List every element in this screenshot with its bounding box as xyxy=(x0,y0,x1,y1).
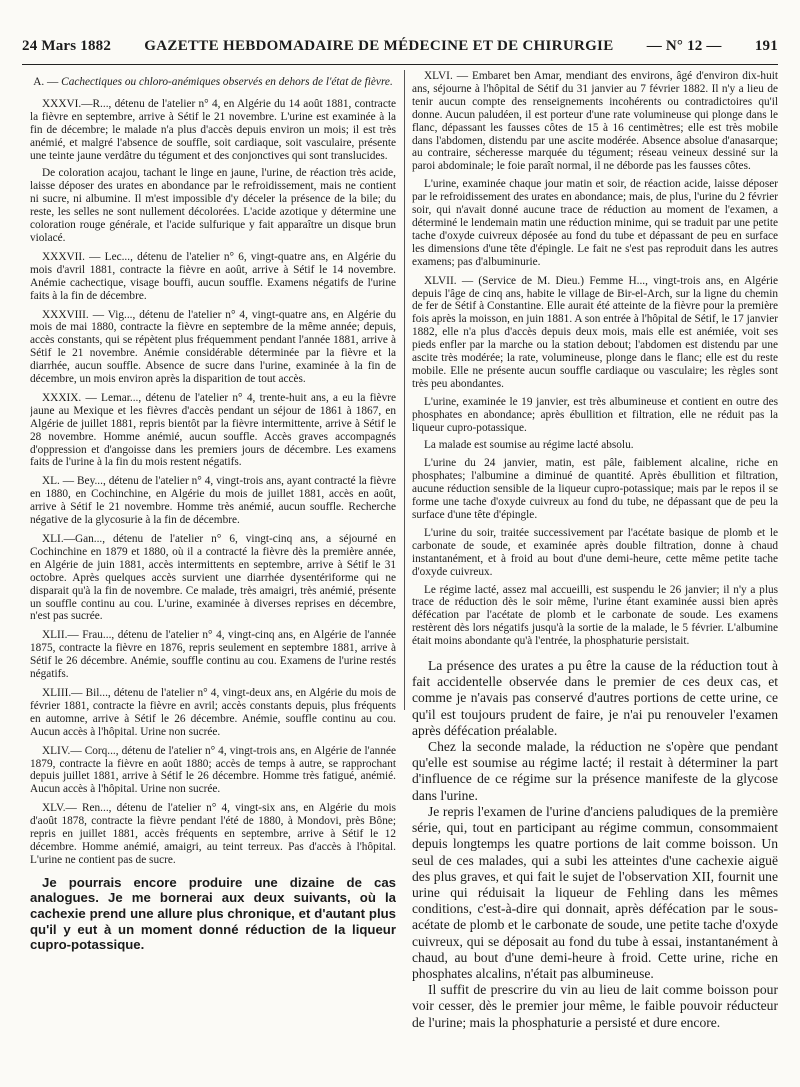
observation-47-urine: L'urine, examinée le 19 janvier, est très albumineuse et contient en outre des phosphates en abondance; après ébullition et filtration, elle ne réduit pas la liqueur cupro-potassique. xyxy=(412,395,778,434)
observation-43: XLIII.— Bil..., détenu de l'atelier n° 4, vingt-deux ans, en Algérie du mois de février 1881, contracte la fièvre en avril; accès constants depuis, plus fréquents en automne, arrive à Sétif le 26 décembre. Anémie, souffle continu au cou. Aucun accès à l'hôpital. Urine non sucrée. xyxy=(30,686,396,738)
observation-37: XXXVII. — Lec..., détenu de l'atelier n° 6, vingt-quatre ans, en Algérie du mois d'avril 1881, contracte la fièvre en août, arrive à Sétif le 14 novembre. Anémie cachectique, visage bouffi, aucun souffle. Examens négatifs de l'urine faits à la fin de décembre. xyxy=(30,250,396,302)
journal-title: GAZETTE HEBDOMADAIRE DE MÉDECINE ET DE CHIRURGIE xyxy=(144,38,614,54)
closing-paragraph: Je pourrais encore produire une dizaine de cas analogues. Je me bornerai aux deux suivants, où la cachexie prend une allure plus chronique, et d'autant plus qu'il y eut à un moment donné réduction de la liqueur cupro-potassique. xyxy=(30,874,396,953)
observation-36: XXXVI.—R..., détenu de l'atelier n° 4, en Algérie du 14 août 1881, contracte la fièvre en septembre, arrive à Sétif le 21 novembre. L'urine est examinée à la fin de décembre; le malade n'a plus d'accès depuis environ un mois; il est très anémié, et malgré l'absence de souffle, soit cardiaque, soit vasculaire, présente une teinte jaune verdâtre du tégument et des conjonctives qui sont translucides. xyxy=(30,97,396,162)
observation-47-regime: La malade est soumise au régime lacté absolu. xyxy=(424,439,634,452)
observation-44: XLIV.— Corq..., détenu de l'atelier n° 4, vingt-trois ans, en Algérie de l'année 1879, contracte la fièvre en août 1880; accès de temps à autre, se rapprochant depuis juillet 1881, arrive à Sétif le 26 décembre. Homme très fatigué, anémié. Aucun accès à l'hôpital. Urine non sucrée. xyxy=(30,744,396,796)
observation-47-end: Le régime lacté, assez mal accueilli, est suspendu le 26 janvier; il n'y a plus trace de réduction dès le soir même, l'urine étant examinée aussi bien après défécation par l'acétate de plomb et le carbonate de soude. Les examens restèrent dès lors négatifs jusqu'à la sortie de la malade, le 5 février. L'albumine était moins abondante qu'à l'entrée, la phosphaturie persistait. xyxy=(412,583,778,648)
observation-42: XLII.— Frau..., détenu de l'atelier n° 4, vingt-cinq ans, en Algérie de l'année 1875, contracte la fièvre en 1876, repris seulement en septembre 1881, arrive à Sétif le 26 décembre. Anémie, souffle continu au cou. Examens de l'urine restés négatifs. xyxy=(30,629,396,681)
column-divider xyxy=(404,70,405,710)
observation-36-urine: De coloration acajou, tachant le linge en jaune, l'urine, de réaction très acide, laisse déposer des urates en abondance par le refroidissement, mais ne contient ni sucre, ni albumine. Il m'est impossible d'y déceler la présence de la bile; du reste, les selles ne sont nullement décolorées. L'acide azotique y détermine une coloration rouge générale, et l'acide sulfurique y fait apparaître un disque brun violacé. xyxy=(30,167,396,244)
running-header xyxy=(22,38,778,62)
section-title: Cachectiques ou chloro-anémiques observés en dehors de l'état de fièvre. xyxy=(61,76,393,88)
discussion-paragraph-3: Je repris l'examen de l'urine d'anciens paludiques de la première série, qui, tout en participant au régime commun, consommaient depuis longtemps les quatre portions de lait comme boisson. Un seul de ces malades, qui a subi les atteintes d'une cachexie aiguë des plus graves, et qui fait le sujet de l'observation XII, fournit une urine qui réduisait la liqueur de Fehling dans les mêmes conditions, c'est-à-dire qui donnait, après défécation par le sous-acétate de plomb et le carbonate de soude, une petite tache d'oxyde cuivreux, qui se déposait au fond du tube à essai, instantanément à chaud, au bout d'une demi-heure à froid. Cette urine, riche en phosphates alcalins, n'était pas albumineuse. xyxy=(412,803,778,981)
observation-47: XLVII. — (Service de M. Dieu.) Femme H..., vingt-trois ans, en Algérie depuis l'âge de cinq ans, habite le village de Bir-el-Arch, sur la ligne du chemin de fer de Sétif à Constantine. Elle aurait été atteinte de la fièvre pour la première fois après la moisson, en juin 1881. A son entrée à l'hôpital de Sétif, le 17 janvier 1882, elle n'a plus d'accès depuis deux mois, mais elle est anémiée, voit ses pieds enfler par la marche ou la station debout; l'abdomen est distendu par une ascite très modérée; la rate, volumineuse, plonge dans le flanc; elle est du reste mobile. Elle ne présente aucun souffle cardiaque ou vasculaire; les règles sont très peu abondantes. xyxy=(412,274,778,390)
observation-38: XXXVIII. — Vig..., détenu de l'atelier n° 4, vingt-quatre ans, en Algérie du mois de mai 1880, contracte la fièvre en septembre de la même année; depuis, accès constants, qui se répètent plus fréquemment pendant l'année 1881, arrive à Sétif le 21 novembre. Anémie considérable déterminée par la fièvre et la diarrhée, aucun souffle. Absence de sucre dans l'urine, examinée à la fin de décembre, un mois environ après la disparition de tout accès. xyxy=(30,308,396,386)
observation-46-urine: L'urine, examinée chaque jour matin et soir, de réaction acide, laisse déposer par le refroidissement des urates en abondance; mais, de plus, l'urine du 2 février soir, qui n'avait donné aucune trace de réduction au moment de l'examen, a déterminé le lendemain matin une réduction minime, qui se traduit par une petite tache d'oxyde cuivreux déposée au fond du tube et dépassant de peu en surface les dimensions d'une tête d'épingle. Le fait ne s'est pas reproduit dans les autres examens; pas d'albuminurie. xyxy=(412,178,778,268)
discussion-paragraph-2: Chez la seconde malade, la réduction ne s'opère que pendant qu'elle est soumise au régime lacté; il restait à déterminer la part d'influence de ce régime sur la présence manifeste de la glycose dans l'urine. xyxy=(412,739,778,803)
section-letter: A. — xyxy=(33,76,59,88)
issue-number: — N° 12 — xyxy=(646,38,722,54)
observation-47-evening: L'urine du soir, traitée successivement par l'acétate basique de plomb et le carbonate de soude, et examinée après double filtration, donne à chaud instantanément, et à froid au bout d'une demi-heure, cette même petite tache d'oxyde cuivreux. xyxy=(412,526,778,578)
observation-46: XLVI. — Embaret ben Amar, mendiant des environs, âgé d'environ dix-huit ans, séjourne à l'hôpital de Sétif du 31 janvier au 7 février 1882. Il n'y a lieu de tenir aucun compte des renseignements incohérents ou contradictoires qu'il donne. Aucun paludéen, il est porteur d'une rate volumineuse qui plonge dans le flanc, dépassant les fausses côtes de 15 à 16 centimètres; elle est très mobile dans l'abdomen, distendu par une ascite modérée. Absence absolue d'anasarque; au contraire, sécheresse marquée du tégument; réseau veineux dessiné sur la paroi abdominale; le foie paraît normal, il ne déborde pas les fausses côtes. xyxy=(412,70,778,173)
section-heading xyxy=(30,76,396,89)
page-number: 191 xyxy=(754,38,778,54)
discussion xyxy=(412,658,778,1031)
discussion-paragraph-1: La présence des urates a pu être la cause de la réduction tout à fait accidentelle observée dans le premier de ces deux cas, et comme je n'avais pas conservé d'autres portions de cette urine, ce qu'il est toujours prudent de faire, je n'ai pu renouveler l'examen après défécation préalable. xyxy=(412,658,778,738)
observation-45: XLV.— Ren..., détenu de l'atelier n° 4, vingt-six ans, en Algérie du mois d'août 1878, contracte la fièvre pendant l'été de 1880, à Mondovi, près Bône; repris en juillet 1881, accès fréquents en septembre, arrive à Sétif le 12 décembre. Homme anémié, amaigri, au teint terreux. Pas d'accès à l'hôpital. L'urine ne contient pas de sucre. xyxy=(30,802,396,866)
left-column xyxy=(30,70,396,1087)
observation-39: XXXIX. — Lemar..., détenu de l'atelier n° 4, trente-huit ans, a eu la fièvre jaune au Mexique et les fièvres d'accès pendant un séjour de 1861 à 1867, en Algérie de juillet 1881, repris bientôt par la fièvre intermittente, arrive à Sétif le 28 novembre. Homme anémié, aucun souffle. Accès graves accompagnés d'oppression et d'angoisse dans les premiers jours de décembre. Les examens faits de l'urine à la fin du mois restent négatifs. xyxy=(30,391,396,469)
observation-41: XLI.—Gan..., détenu de l'atelier n° 6, vingt-cinq ans, a séjourné en Cochinchine en 1879 et 1880, où il a contracté la fièvre dès la première année, en Algérie de juin 1881, accès intermittents en septembre, arrive à Sétif le 31 octobre. Après quelques accès survient une diarrhée dysentériforme qui ne disparait qu'à la fin de novembre. Ce malade, très amaigri, très anémié, présente un souffle continu au cou. L'urine, examinée à diverses reprises en décembre, n'est pas sucrée. xyxy=(30,533,396,623)
right-column xyxy=(412,70,778,1087)
discussion-paragraph-4: Il suffit de prescrire du vin au lieu de lait comme boisson pour voir cesser, dès le premier jour même, le faible pouvoir réducteur de l'urine; mais la phosphaturie a persisté et dure encore. xyxy=(412,982,778,1030)
header-date: 24 Mars 1882 xyxy=(22,38,112,54)
observation-47-jan24: L'urine du 24 janvier, matin, est pâle, faiblement alcaline, riche en phosphates; l'albumine a diminué de quantité. Après ébullition et filtration, aucune réduction sensible de la liqueur cupro-potassique; mais par le repos il se forme une tache d'oxyde cuivreux au fond du tube, ne dépassant que de peu la surface d'une tête d'épingle. xyxy=(412,457,778,521)
observation-40: XL. — Bey..., détenu de l'atelier n° 4, vingt-trois ans, ayant contracté la fièvre en 1880, en Cochinchine, en Algérie du mois de juillet 1881, accès en août, arrive à Sétif le 21 novembre. Homme très anémié, aucun souffle. Recherche négative de la glycosurie à la fin de décembre. xyxy=(30,475,396,527)
header-rule xyxy=(22,64,778,65)
